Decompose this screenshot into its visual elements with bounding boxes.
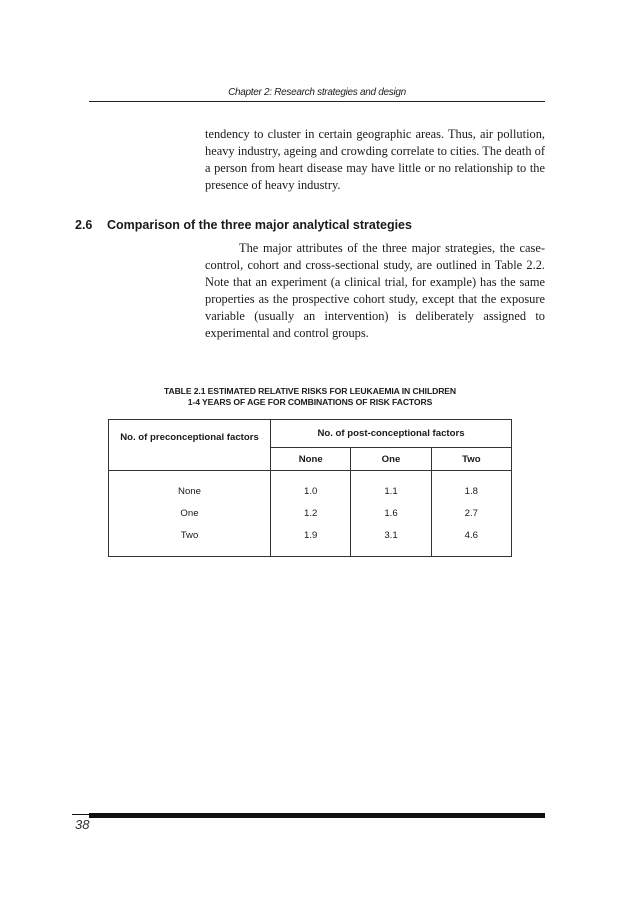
table-cell: 1.9: [271, 524, 351, 557]
footer-rule-thin: [72, 814, 89, 815]
section-title: Comparison of the three major analytical strategies: [107, 218, 412, 232]
table-cell: 2.7: [464, 507, 478, 519]
paragraph-strategies: The major attributes of the three major strategies, the case-control, cohort and cross-sectional study, are outlined in Table 2.2. Note that an experiment (a clinical trial, for example) has the same properties as the prospective cohort study, except that the exposure variable (usually an intervention) is deliberately assigned to experimental and control groups.: [205, 241, 545, 340]
header-rule: [89, 101, 545, 102]
table-row: [109, 502, 512, 524]
page-number: 38: [75, 817, 90, 832]
table-cell: 3.1: [351, 524, 431, 557]
table-cell: 1.6: [351, 502, 431, 524]
table-cell: 1.2: [271, 502, 351, 524]
table-cell: 1.1: [351, 471, 431, 503]
column-group-header: No. of post-conceptional factors: [271, 420, 512, 448]
row-label: None: [109, 471, 271, 503]
table-caption-line2: 1-4 YEARS OF AGE FOR COMBINATIONS OF RISK FACTORS: [187, 397, 433, 407]
table-cell: 4.6: [464, 529, 478, 541]
table-header-row: [109, 420, 512, 448]
paragraph-intro: tendency to cluster in certain geographic areas. Thus, air pollution, heavy industry, ageing and crowding correlate to cities. The death of a person from heart disease may have little or no relationship to the presence of heavy industry.: [205, 127, 545, 192]
section-number: 2.6: [75, 218, 93, 232]
row-label: Two: [109, 524, 271, 557]
footer-rule: [89, 813, 545, 818]
table-row: [109, 471, 512, 503]
table-cell: 1.8: [464, 485, 478, 497]
column-header-one: One: [351, 448, 431, 471]
table-caption: [108, 386, 512, 408]
row-label: One: [109, 502, 271, 524]
column-header-two: Two: [462, 453, 481, 465]
risk-table: [108, 419, 512, 557]
row-header-cell: No. of preconceptional factors: [109, 420, 271, 471]
running-header: Chapter 2: Research strategies and design: [228, 87, 406, 98]
table-cell: 1.0: [271, 471, 351, 503]
column-header-none: None: [271, 448, 351, 471]
table-row: [109, 524, 512, 557]
table-caption-line1: TABLE 2.1 ESTIMATED RELATIVE RISKS FOR LEUKAEMIA IN CHILDREN: [163, 386, 457, 396]
